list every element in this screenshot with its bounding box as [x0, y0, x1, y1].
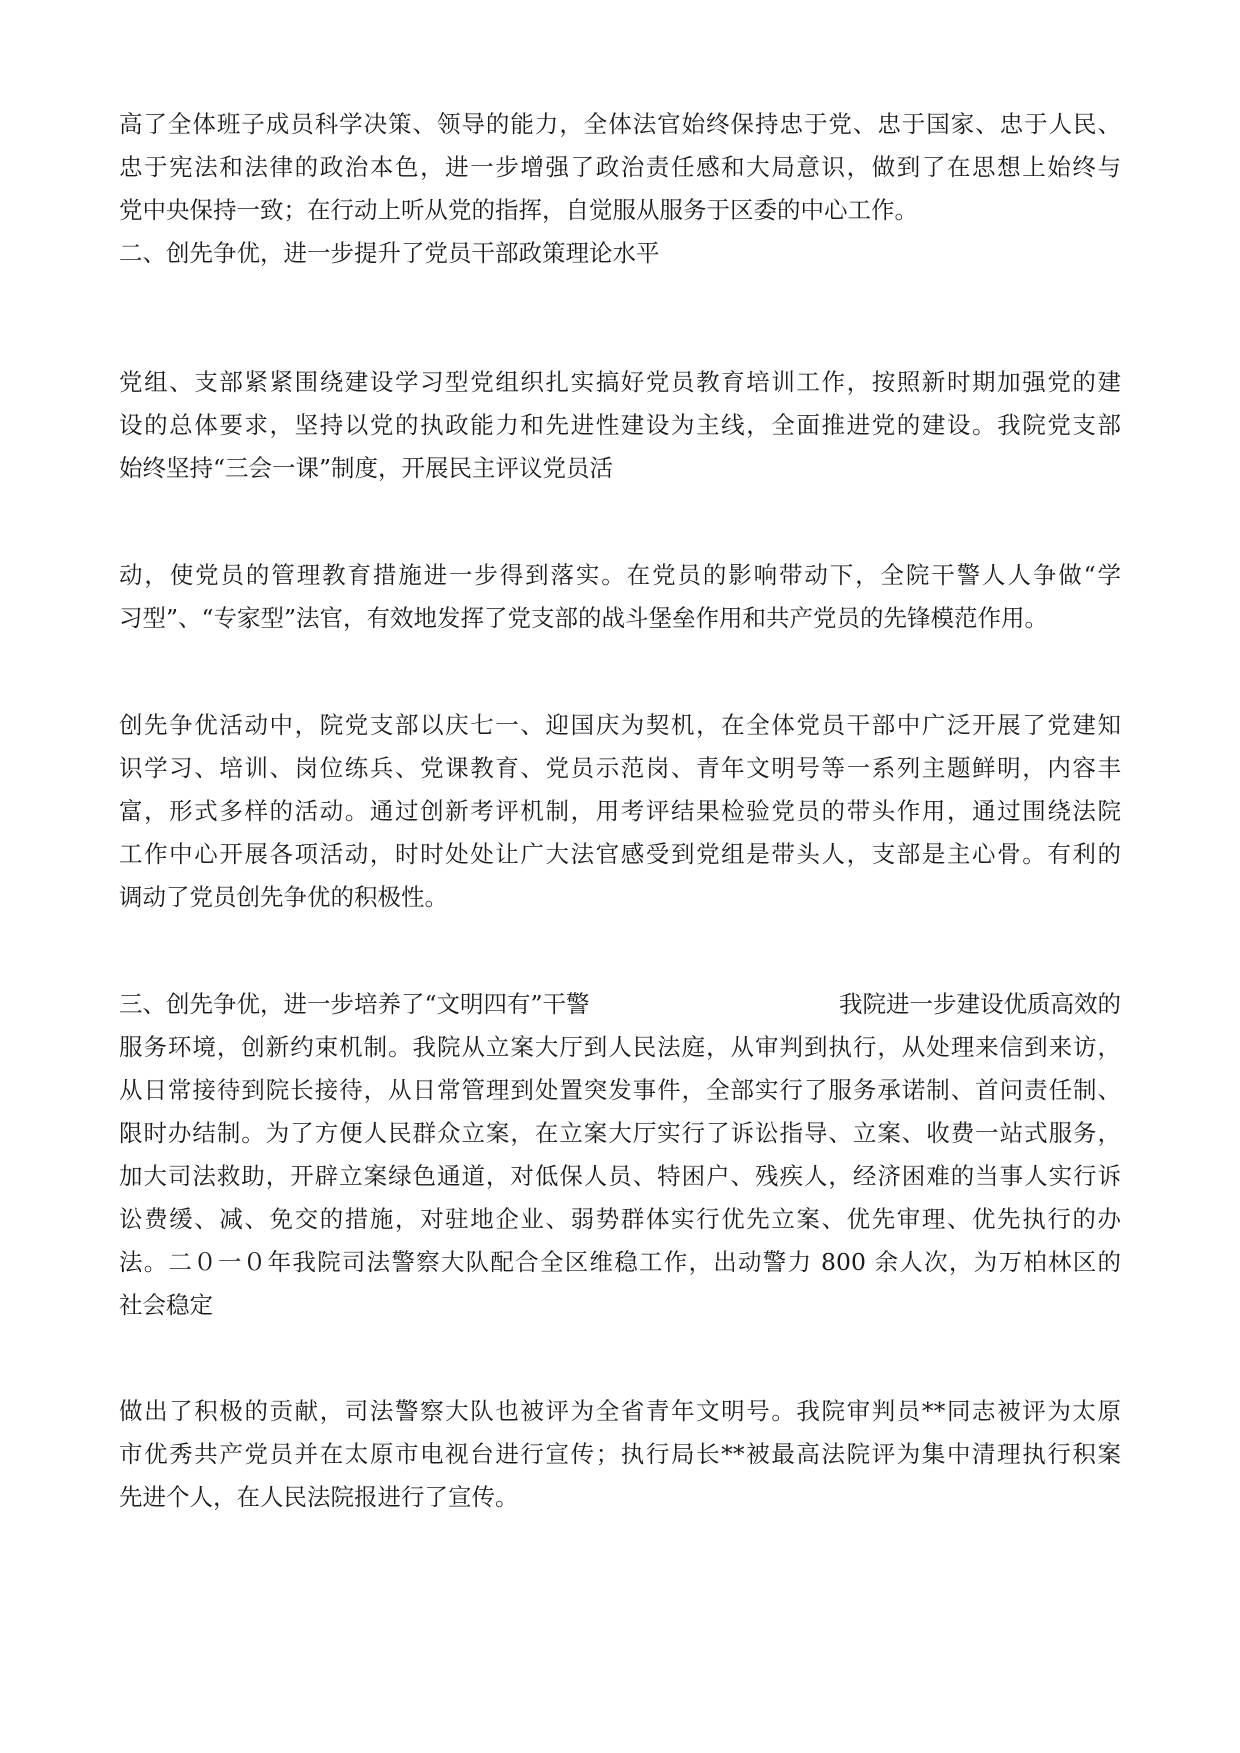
section-heading-2: 二、创先争优，进一步提升了党员干部政策理论水平	[119, 239, 660, 267]
section-heading-3-line	[119, 983, 1121, 1026]
paragraph-5	[119, 983, 1121, 1327]
paragraph-line: 市优秀共产党员并在太原市电视台进行宣传；执行局长**被最高法院评为集中清理执行积案	[119, 1440, 1121, 1468]
paragraph-6	[119, 1390, 1121, 1519]
paragraph-line: 工作中心开展各项活动，时时处处让广大法官感受到党组是带头人，支部是主心骨。有利的	[119, 840, 1121, 868]
paragraph-line: 设的总体要求，坚持以党的执政能力和先进性建设为主线，全面推进党的建设。我院党支部	[119, 411, 1121, 439]
paragraph-4	[119, 704, 1121, 919]
paragraph-line: 调动了党员创先争优的积极性。	[119, 883, 448, 911]
section-heading-3: 三、创先争优，进一步培养了“文明四有”干警	[119, 990, 590, 1018]
paragraph-line: 做出了积极的贡献，司法警察大队也被评为全省青年文明号。我院审判员**同志被评为太原	[119, 1397, 1121, 1425]
paragraph-line: 党中央保持一致；在行动上听从党的指挥，自觉服从服务于区委的中心工作。	[119, 196, 918, 224]
paragraph-line: 服务环境，创新约束机制。我院从立案大厅到人民法庭，从审判到执行，从处理来信到来访，	[119, 1033, 1121, 1061]
paragraph-line: 加大司法救助，开辟立案绿色通道，对低保人员、特困户、残疾人，经济困难的当事人实行诉	[119, 1162, 1121, 1190]
paragraph-3	[119, 554, 1121, 640]
paragraph-line: 社会稳定	[119, 1291, 213, 1319]
paragraph-line: 识学习、培训、岗位练兵、党课教育、党员示范岗、青年文明号等一系列主题鲜明，内容丰	[119, 754, 1121, 782]
paragraph-line: 习型”、“专家型”法官，有效地发挥了党支部的战斗堡垒作用和共产党员的先锋模范作用。	[119, 604, 1049, 632]
paragraph-line: 党组、支部紧紧围绕建设学习型党组织扎实搞好党员教育培训工作，按照新时期加强党的建	[119, 368, 1121, 396]
paragraph-line: 富，形式多样的活动。通过创新考评机制，用考评结果检验党员的带头作用，通过围绕法院	[119, 797, 1121, 825]
paragraph-line: 忠于宪法和法律的政治本色，进一步增强了政治责任感和大局意识，做到了在思想上始终与	[119, 153, 1121, 181]
paragraph-line: 始终坚持“三会一课”制度，开展民主评议党员活	[119, 454, 614, 482]
paragraph-2	[119, 361, 1121, 490]
paragraph-line: 先进个人，在人民法院报进行了宣传。	[119, 1483, 519, 1511]
paragraph-line: 法。二０一０年我院司法警察大队配合全区维稳工作，出动警力 800 余人次，为万柏林区的	[119, 1248, 1121, 1276]
paragraph-line: 高了全体班子成员科学决策、领导的能力，全体法官始终保持忠于党、忠于国家、忠于人民、	[119, 110, 1121, 138]
paragraph-line: 我院进一步建设优质高效的	[839, 990, 1121, 1018]
paragraph-line: 从日常接待到院长接待，从日常管理到处置突发事件，全部实行了服务承诺制、首问责任制、	[119, 1076, 1121, 1104]
paragraph-line: 限时办结制。为了方便人民群众立案，在立案大厅实行了诉讼指导、立案、收费一站式服务，	[119, 1119, 1121, 1147]
paragraph-line: 创先争优活动中，院党支部以庆七一、迎国庆为契机，在全体党员干部中广泛开展了党建知	[119, 711, 1121, 739]
paragraph-line: 动，使党员的管理教育措施进一步得到落实。在党员的影响带动下，全院干警人人争做“学	[119, 561, 1121, 589]
paragraph-1	[119, 103, 1121, 275]
paragraph-line: 讼费缓、减、免交的措施，对驻地企业、弱势群体实行优先立案、优先审理、优先执行的办	[119, 1205, 1121, 1233]
